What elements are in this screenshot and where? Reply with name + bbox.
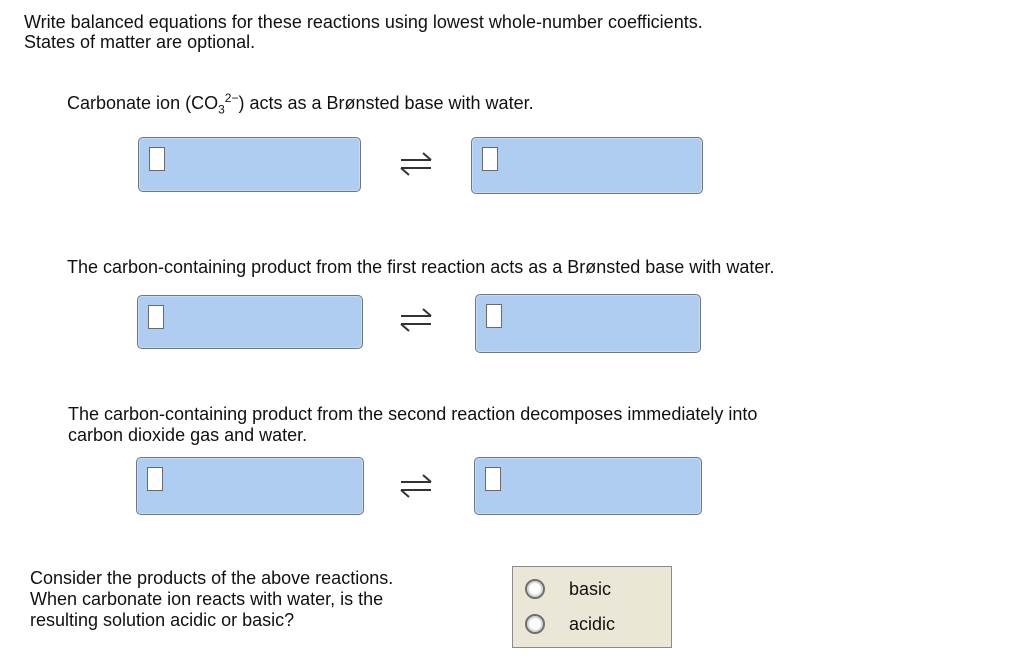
instructions-line-1: Write balanced equations for these reactions using lowest whole-number coefficients. <box>24 12 703 32</box>
question-4-line-1: Consider the products of the above reactions. <box>30 568 394 588</box>
question-1-subscript: 3 <box>218 102 225 117</box>
question-3-text <box>68 404 757 446</box>
input-cursor-icon <box>486 304 502 328</box>
reaction-2-reactants-input[interactable] <box>137 295 363 349</box>
equilibrium-arrow-icon <box>396 147 436 181</box>
radio-acidic[interactable] <box>525 614 545 634</box>
choice-acidic[interactable] <box>525 612 615 636</box>
choice-basic[interactable] <box>525 577 611 601</box>
instructions-line-2: States of matter are optional. <box>24 32 256 52</box>
question-1-prefix: Carbonate ion (CO <box>67 93 219 113</box>
equilibrium-arrow-icon <box>396 303 436 337</box>
question-3-line-1: The carbon-containing product from the second reaction decomposes immediately into <box>68 404 758 424</box>
input-cursor-icon <box>149 147 165 171</box>
acidity-choice-panel <box>512 566 672 648</box>
question-1-text <box>67 91 534 117</box>
input-cursor-icon <box>482 147 498 171</box>
question-1-superscript: 2− <box>224 91 239 105</box>
question-2-text: The carbon-containing product from the first reaction acts as a Brønsted base with water. <box>67 257 775 277</box>
question-1-suffix: ) acts as a Brønsted base with water. <box>238 93 534 113</box>
question-4-text <box>30 568 393 631</box>
reaction-1-products-input[interactable] <box>471 137 703 194</box>
choice-acidic-label[interactable]: acidic <box>569 613 616 634</box>
reaction-3-reactants-input[interactable] <box>136 457 364 515</box>
reaction-1-reactants-input[interactable] <box>138 137 361 192</box>
question-4-line-2: When carbonate ion reacts with water, is the <box>30 589 384 609</box>
reaction-2-products-input[interactable] <box>475 294 701 353</box>
choice-basic-label[interactable]: basic <box>569 578 612 599</box>
question-4-line-3: resulting solution acidic or basic? <box>30 610 295 630</box>
question-3-line-2: carbon dioxide gas and water. <box>68 425 308 445</box>
reaction-3-products-input[interactable] <box>474 457 702 515</box>
input-cursor-icon <box>147 467 163 491</box>
radio-basic[interactable] <box>525 579 545 599</box>
equilibrium-arrow-icon <box>396 469 436 503</box>
input-cursor-icon <box>485 467 501 491</box>
instructions <box>24 12 703 52</box>
input-cursor-icon <box>148 305 164 329</box>
